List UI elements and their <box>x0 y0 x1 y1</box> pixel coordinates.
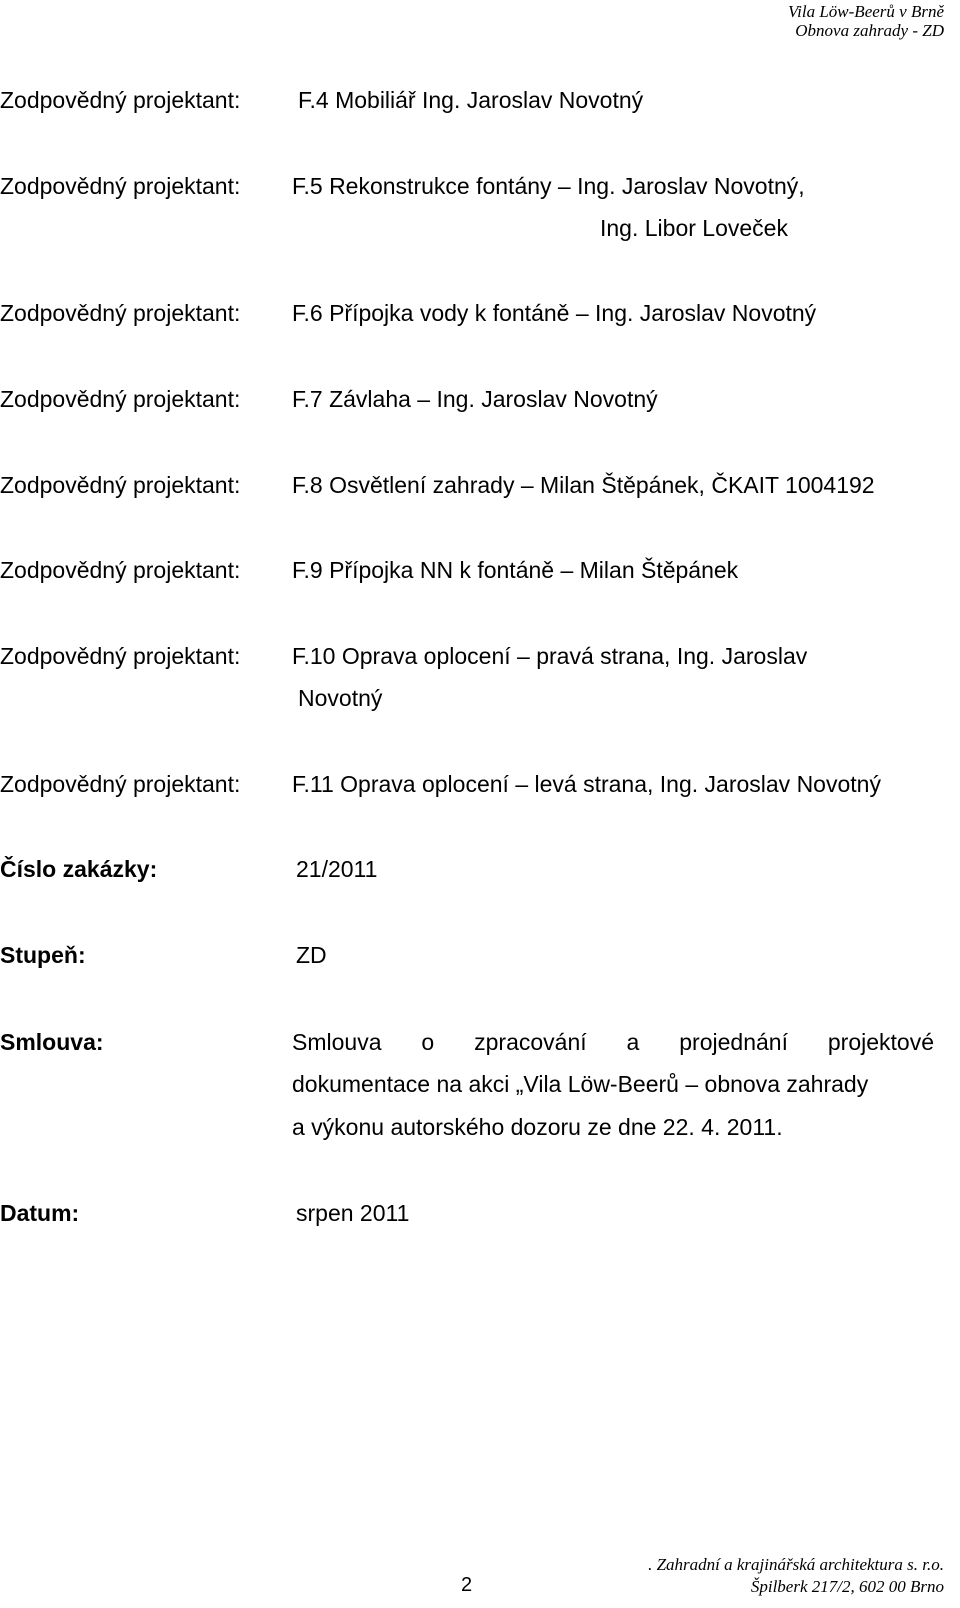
footer-company-address: Špilberk 217/2, 602 00 Brno <box>750 1577 944 1596</box>
contract-text-line-3: a výkonu autorského dozoru ze dne 22. 4. 2011. <box>292 1114 783 1140</box>
row-value: F.8 Osvětlení zahrady – Milan Štěpánek, ČKAIT 1004192 <box>292 472 875 498</box>
row-label: Zodpovědný projektant: <box>0 643 241 669</box>
order-number-value: 21/2011 <box>296 856 378 882</box>
header-project-subtitle: Obnova zahrady - ZD <box>795 21 944 40</box>
stage-label: Stupeň: <box>0 942 86 968</box>
contract-label: Smlouva: <box>0 1029 104 1055</box>
row-label: Zodpovědný projektant: <box>0 472 241 498</box>
row-value: F.11 Oprava oplocení – levá strana, Ing. Jaroslav Novotný <box>292 771 881 797</box>
row-value: F.7 Závlaha – Ing. Jaroslav Novotný <box>292 386 658 412</box>
header-project-name: Vila Löw-Beerů v Brně <box>788 2 944 21</box>
date-value: srpen 2011 <box>296 1200 410 1226</box>
row-value: F.6 Přípojka vody k fontáně – Ing. Jaroslav Novotný <box>292 300 817 326</box>
row-value: F.4 Mobiliář Ing. Jaroslav Novotný <box>298 87 644 113</box>
contract-text-line-2: dokumentace na akci „Vila Löw-Beerů – obnova zahrady <box>292 1071 869 1097</box>
row-value: F.9 Přípojka NN k fontáně – Milan Štěpánek <box>292 557 739 583</box>
row-label: Zodpovědný projektant: <box>0 300 241 326</box>
row-label: Zodpovědný projektant: <box>0 557 241 583</box>
row-label: Zodpovědný projektant: <box>0 173 241 199</box>
row-label: Zodpovědný projektant: <box>0 386 241 412</box>
stage-value: ZD <box>296 942 327 968</box>
footer-company-name: . Zahradní a krajinářská architektura s. r.o. <box>648 1555 944 1574</box>
row-value: F.5 Rekonstrukce fontány – Ing. Jaroslav Novotný, <box>292 173 805 199</box>
page-number: 2 <box>461 1574 473 1596</box>
row-label: Zodpovědný projektant: <box>0 87 241 113</box>
row-value: F.10 Oprava oplocení – pravá strana, Ing. Jaroslav <box>292 643 808 669</box>
contract-text-line-1: Smlouva o zpracování a projednání projektové <box>292 1031 934 1055</box>
row-value-continuation: Ing. Libor Loveček <box>600 215 788 241</box>
row-label: Zodpovědný projektant: <box>0 771 241 797</box>
date-label: Datum: <box>0 1200 80 1226</box>
order-number-label: Číslo zakázky: <box>0 856 158 882</box>
row-value-continuation: Novotný <box>298 685 383 711</box>
